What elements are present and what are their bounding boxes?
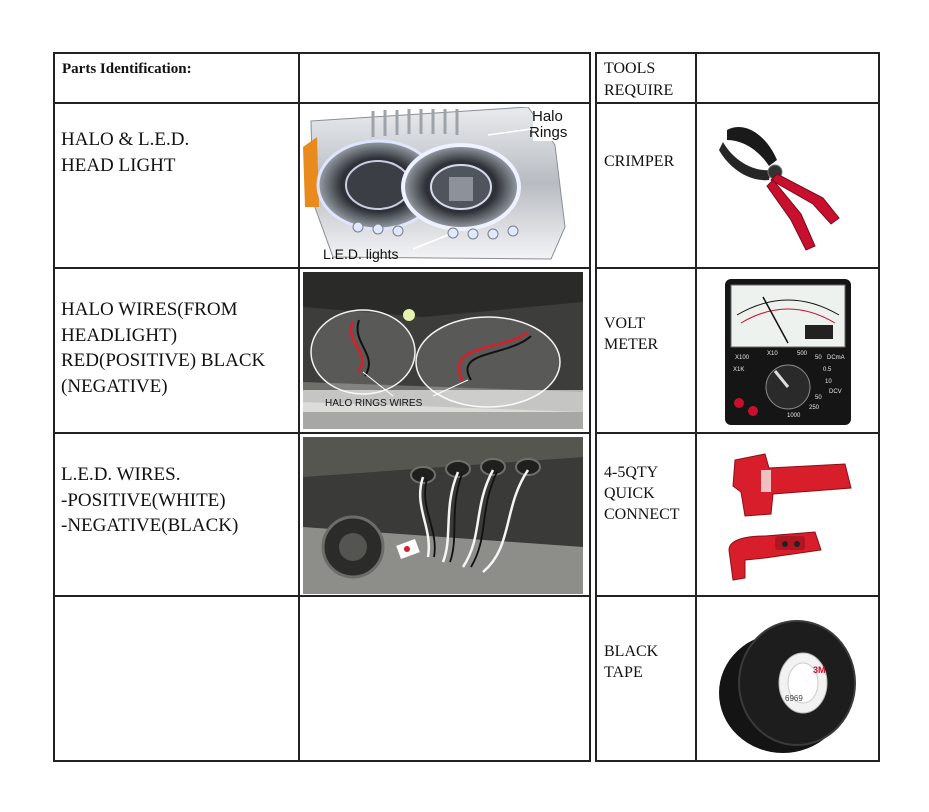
led-wires-photo <box>303 437 583 594</box>
parts-header <box>54 53 299 103</box>
tape-photo-cell <box>696 596 879 761</box>
parts-identification-table <box>53 52 591 762</box>
meter-text-50: 50 <box>815 355 822 361</box>
meter-text-250: 250 <box>809 405 820 411</box>
led-lights-callout: L.E.D. lights <box>323 246 399 262</box>
halo-wires-photo <box>303 272 583 429</box>
tape-brand-text: 3M <box>813 665 826 675</box>
led-wires-photo-cell <box>299 433 590 596</box>
tool-label-text: 4-5QTY QUICK CONNECT <box>604 464 680 524</box>
parts-header-text: Parts Identification: <box>62 61 192 77</box>
tool-label-text: CRIMPER <box>604 153 675 170</box>
crimper-icon <box>705 110 871 262</box>
quick-connect-photo-cell <box>696 433 879 596</box>
crimper-photo-cell <box>696 103 879 268</box>
parts-header-empty-cell <box>299 53 590 103</box>
meter-text-x1k: X1K <box>733 367 745 373</box>
meter-text-500: 500 <box>797 351 808 357</box>
tool-label-black-tape <box>596 596 696 761</box>
halo-headlight-photo <box>303 107 583 264</box>
meter-text-x100: X100 <box>735 355 750 361</box>
part-photo-empty <box>299 596 590 761</box>
tools-header-text: TOOLS REQUIRE <box>604 60 674 99</box>
tape-roll-icon <box>705 603 871 755</box>
halo-rings-wires-callout: HALO RINGS WIRES <box>325 398 423 409</box>
halo-callout-line2: Rings <box>529 124 568 141</box>
meter-text-0-5: 0.5 <box>823 367 832 373</box>
part-label-empty <box>54 596 299 761</box>
meter-text-dcma: DCmA <box>827 355 845 361</box>
meter-text-dcv: DCV <box>829 389 842 395</box>
part-label-halo-wires <box>54 268 299 433</box>
halo-callout-line1: Halo <box>532 108 563 125</box>
part-label-text: L.E.D. WIRES. -POSITIVE(WHITE) -NEGATIVE(BLACK) <box>61 464 239 537</box>
tool-label-text: BLACK TAPE <box>604 643 659 682</box>
quick-connect-icon <box>705 440 871 592</box>
part-label-halo-headlight <box>54 103 299 268</box>
voltmeter-photo-cell <box>696 268 879 433</box>
tool-label-quick-connect <box>596 433 696 596</box>
meter-text-50-dcv: 50 <box>815 395 822 401</box>
meter-text-1000: 1000 <box>787 413 801 419</box>
halo-wires-photo-cell <box>299 268 590 433</box>
tool-label-voltmeter <box>596 268 696 433</box>
part-label-text: HALO & L.E.D. HEAD LIGHT <box>61 129 190 176</box>
part-label-led-wires <box>54 433 299 596</box>
tools-header <box>596 53 696 103</box>
halo-headlight-photo-cell <box>299 103 590 268</box>
voltmeter-icon <box>705 275 871 427</box>
tape-number-text: 6969 <box>785 694 803 703</box>
tools-required-table <box>595 52 880 762</box>
tool-label-crimper <box>596 103 696 268</box>
tool-label-text: VOLT METER <box>604 315 659 354</box>
tools-header-empty-cell <box>696 53 879 103</box>
meter-text-x10: X10 <box>767 351 778 357</box>
part-label-text: HALO WIRES(FROM HEADLIGHT) RED(POSITIVE) BLACK (NEGATIVE) <box>61 299 266 397</box>
meter-text-10: 10 <box>825 379 832 385</box>
